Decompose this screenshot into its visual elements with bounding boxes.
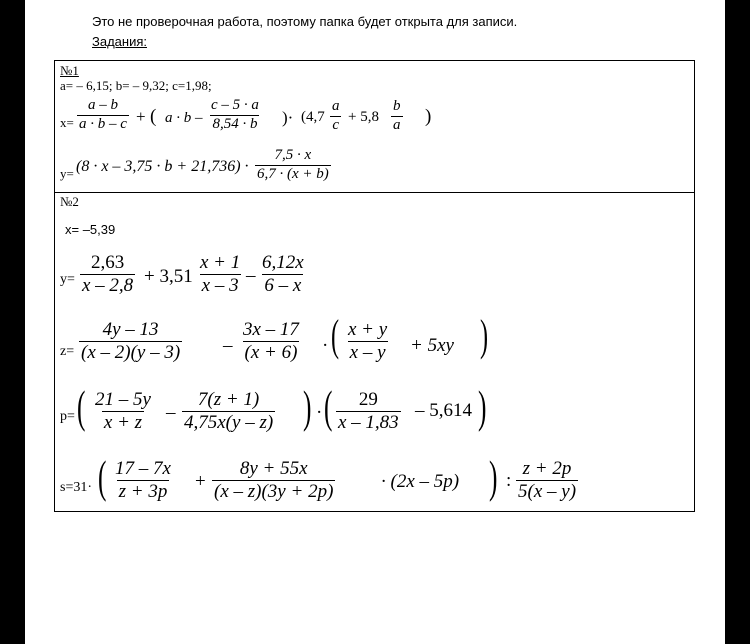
plus-sign: + xyxy=(136,107,146,126)
left-paren: ( xyxy=(324,381,333,432)
denominator: a · b – c xyxy=(79,115,127,132)
numerator: 29 xyxy=(358,389,378,410)
numerator: 7,5 · x xyxy=(274,147,312,163)
denominator: 4,75x(y – z) xyxy=(184,411,274,433)
right-paren: ) xyxy=(303,381,312,432)
numerator: 6,12x xyxy=(262,252,304,273)
task2-y-coef: + 3,51 xyxy=(144,266,193,287)
task2-z-tail: + 5xy xyxy=(410,335,454,356)
denominator: 5(x – y) xyxy=(518,480,577,502)
task2-p-label: p= xyxy=(60,409,75,424)
numerator: x + y xyxy=(348,319,388,340)
task1-x-label: x= xyxy=(60,115,74,130)
task2-s-frac1 xyxy=(113,459,173,502)
numerator: 17 – 7x xyxy=(115,458,171,479)
denominator: z + 3p xyxy=(118,480,168,502)
task2-y-label: y= xyxy=(60,272,75,287)
numerator: 4y – 13 xyxy=(102,319,159,340)
numerator: a xyxy=(332,98,340,114)
right-paren: ) xyxy=(489,451,498,502)
dot-operator: · xyxy=(322,335,329,356)
task1-x-frac1 xyxy=(77,98,129,133)
numerator: 21 – 5y xyxy=(95,389,151,410)
task1-ab: a · b – xyxy=(165,110,203,126)
plus-5-8: + 5,8 xyxy=(348,109,379,125)
task2-p-frac3 xyxy=(336,390,401,433)
left-paren: ( xyxy=(77,381,86,432)
denominator: (x – z)(3y + 2p) xyxy=(214,480,334,502)
coef-4-7: (4,7 xyxy=(301,109,325,125)
minus-sign: – xyxy=(166,402,176,423)
task1-given: a= – 6,15; b= – 9,32; c=1,98; xyxy=(60,78,212,93)
division-colon: : xyxy=(506,470,512,491)
task2-s-frac2 xyxy=(212,459,335,502)
task2-z-frac1 xyxy=(79,320,182,363)
task2-z-frac2 xyxy=(241,320,301,363)
task-table xyxy=(54,60,695,512)
numerator: 2,63 xyxy=(90,252,125,273)
numerator: 8y + 55x xyxy=(239,458,308,479)
minus-sign: – xyxy=(223,335,233,356)
task1-number: №1 xyxy=(60,63,79,78)
task2-p-frac1 xyxy=(93,390,153,433)
minus-sign: – xyxy=(246,265,256,286)
denominator: (x + 6) xyxy=(244,341,298,363)
denominator: a xyxy=(393,116,401,133)
task2-s-label: s=31· xyxy=(60,480,93,495)
task1-b-over-a xyxy=(391,99,403,134)
plus-sign: + xyxy=(195,471,206,492)
task2-s-frac3 xyxy=(516,459,578,502)
task2-z-label: z= xyxy=(60,344,75,359)
left-paren: ( xyxy=(98,451,107,502)
row-divider xyxy=(55,192,694,193)
task1-y-label: y= xyxy=(60,166,74,181)
denominator: 6,7 · (x + b) xyxy=(257,165,329,182)
denominator: 8,54 · b xyxy=(212,115,258,132)
open-paren: ( xyxy=(150,106,157,127)
task2-number: №2 xyxy=(60,194,79,209)
denominator: x – y xyxy=(349,341,386,363)
denominator: c xyxy=(332,116,340,133)
denominator: x – 2,8 xyxy=(82,274,134,296)
header-note: Это не проверочная работа, поэтому папка будет открыта для записи. xyxy=(92,14,518,29)
numerator: 7(z + 1) xyxy=(197,389,260,410)
assignments-label: Задания: xyxy=(92,34,147,49)
denominator: (x – 2)(y – 3) xyxy=(81,341,181,363)
denominator: x + z xyxy=(103,411,143,433)
task2-s-mid: · (2x – 5p) xyxy=(381,471,460,492)
task1-x-frac2 xyxy=(209,98,261,133)
numerator: x + 1 xyxy=(200,252,241,273)
dot-operator: · xyxy=(316,402,323,423)
task2-y-frac2 xyxy=(198,253,242,296)
close-paren: ) xyxy=(425,106,432,127)
right-paren: ) xyxy=(478,381,487,432)
task1-y-expr: (8 · x – 3,75 · b + 21,736) · xyxy=(76,158,249,175)
document-page xyxy=(25,0,725,644)
right-paren: ) xyxy=(480,311,489,360)
denominator: x – 3 xyxy=(201,274,239,296)
numerator: c – 5 · a xyxy=(211,97,259,113)
task1-y-frac xyxy=(255,148,331,183)
denominator: 6 – x xyxy=(264,274,302,296)
task2-y-frac3 xyxy=(260,253,306,296)
close-paren-dot: )· xyxy=(282,108,294,127)
numerator: a – b xyxy=(87,97,118,113)
numerator: b xyxy=(393,98,401,114)
task2-p-tail: – 5,614 xyxy=(415,400,472,421)
task2-given: x= –5,39 xyxy=(65,222,116,237)
denominator: x – 1,83 xyxy=(338,411,399,433)
numerator: 3x – 17 xyxy=(243,319,299,340)
task2-z-frac3 xyxy=(346,320,389,363)
numerator: z + 2p xyxy=(522,458,572,479)
task2-p-frac2 xyxy=(182,390,275,433)
task1-a-over-c xyxy=(330,99,342,134)
left-paren: ( xyxy=(331,311,340,360)
task2-y-frac1 xyxy=(80,253,135,296)
